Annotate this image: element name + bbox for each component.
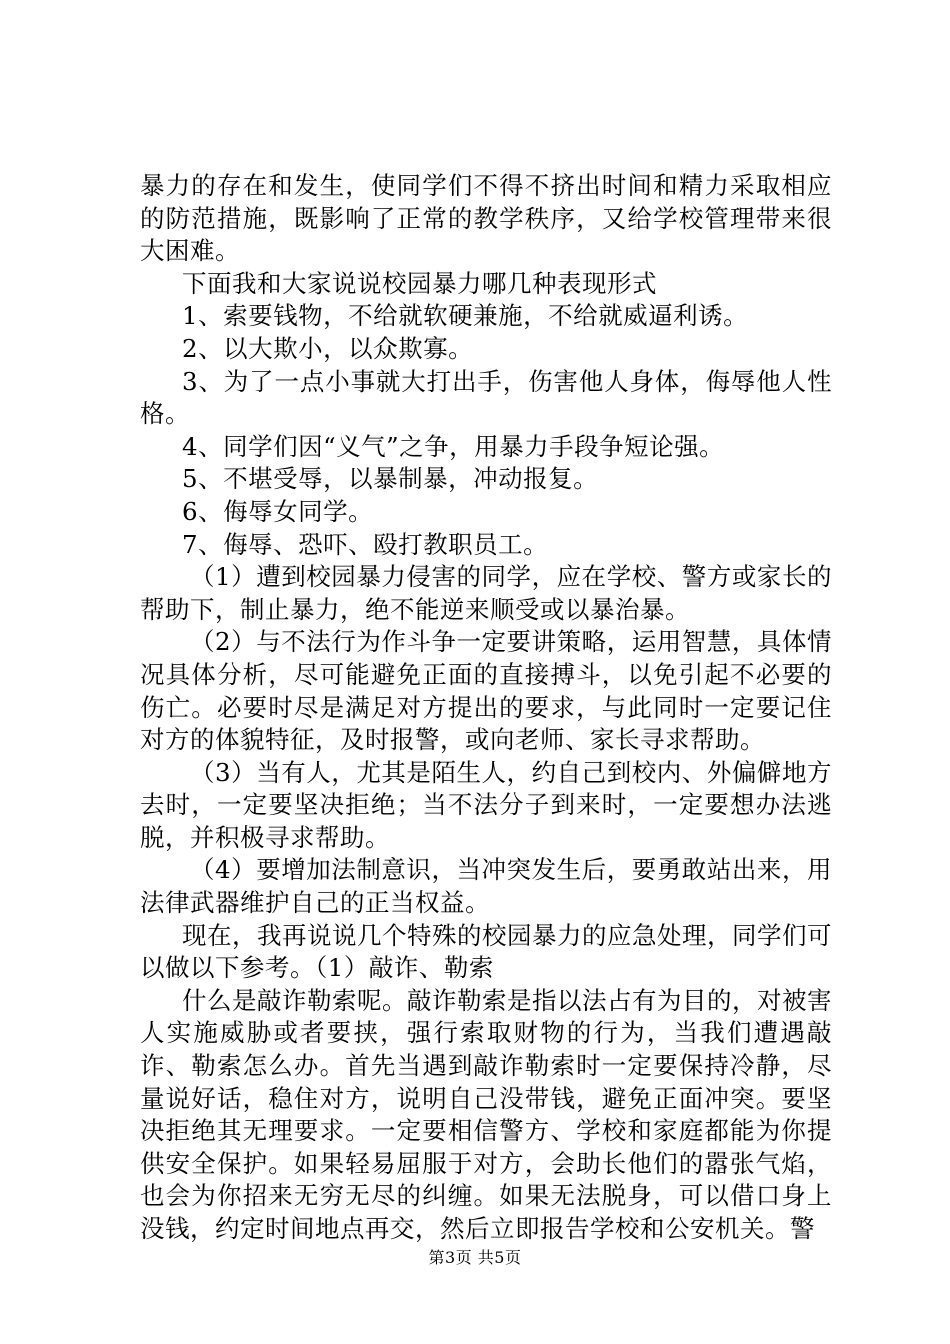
list-item-advice-4: （4）要增加法制意识，当冲突发生后，要勇敢站出来，用法律武器维护自己的正当权益。 (140, 855, 832, 918)
paragraph-intro-forms: 下面我和大家说说校园暴力哪几种表现形式 (182, 268, 657, 298)
list-item-form-5: 5、不堪受辱，以暴制暴，冲动报复。 (182, 464, 599, 494)
list-item-form-3: 3、为了一点小事就大打出手，伤害他人身体，侮辱他人性格。 (140, 366, 832, 429)
paragraph-extortion: 什么是敲诈勒索呢。敲诈勒索是指以法占有为目的，对被害人实施威胁或者要挟，强行索取财物的行为，当我们遭遇敲诈、勒索怎么办。首先当遇到敲诈勒索时一定要保持冷静，尽量说好话，稳住对方，说明自己没带钱，避免正面冲突。要坚决拒绝其无理要求。一定要相信警方、学校和家庭都能为你提供安全保护。如果轻易屈服于对方，会助长他们的嚣张气焰，也会为你招来无穷无尽的纠缠。如果无法脱身，可以借口身上没钱，约定时间地点再交，然后立即报告学校和公安机关。警 (140, 985, 832, 1243)
paragraph-continuation: 暴力的存在和发生，使同学们不得不挤出时间和精力采取相应的防范措施，既影响了正常的教学秩序，又给学校管理带来很大困难。 (140, 171, 832, 266)
list-item-advice-3: （3）当有人，尤其是陌生人，约自己到校内、外偏僻地方去时，一定要坚决拒绝；当不法分子到来时，一定要想办法逃脱，并积极寻求帮助。 (140, 757, 832, 852)
list-item-form-2: 2、以大欺小，以众欺寡。 (182, 333, 474, 363)
list-item-form-6: 6、侮辱女同学。 (182, 496, 374, 526)
list-item-form-4: 4、同学们因“义气”之争，用暴力手段争短论强。 (182, 431, 725, 461)
list-item-advice-2: （2）与不法行为作斗争一定要讲策略，运用智慧，具体情况具体分析，尽可能避免正面的直接搏斗，以免引起不必要的伤亡。必要时尽是满足对方提出的要求，与此同时一定要记住对方的体貌特征，及时报警，或向老师、家长寻求帮助。 (140, 627, 832, 755)
list-item-advice-1: （1）遭到校园暴力侵害的同学，应在学校、警方或家长的帮助下，制止暴力，绝不能逆来顺受或以暴治暴。 (140, 562, 832, 624)
list-item-form-1: 1、索要钱物，不给就软硬兼施，不给就威逼利诱。 (182, 301, 749, 331)
document-body (140, 170, 832, 1246)
list-item-form-7: 7、侮辱、恐吓、殴打教职员工。 (182, 529, 549, 559)
paragraph-emergency-intro: 现在，我再说说几个特殊的校园暴力的应急处理，同学们可以做以下参考。（1）敲诈、勒索 (140, 920, 832, 983)
page-number-footer: 第3页 共5页 (428, 1248, 522, 1267)
